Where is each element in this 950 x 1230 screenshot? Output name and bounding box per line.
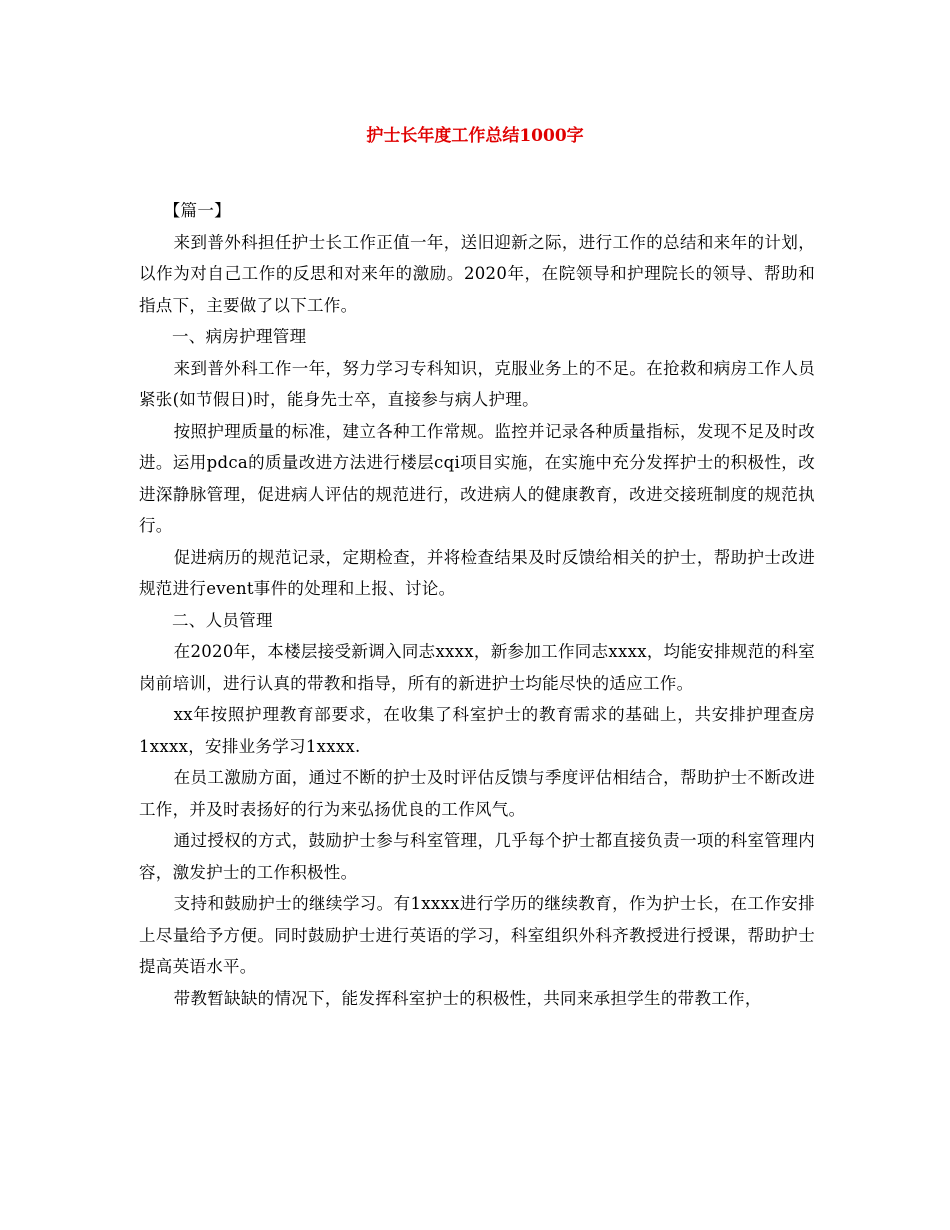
body-paragraph: 在员工激励方面，通过不断的护士及时评估反馈与季度评估相结合，帮助护士不断改进工作，并及时表扬好的行为来弘扬优良的工作风气。 xyxy=(139,768,815,819)
section-heading: 二、人员管理 xyxy=(172,610,273,630)
body-paragraph: 来到普外科工作一年，努力学习专科知识，克服业务上的不足。在抢救和病房工作人员紧张(如节假日)时，能身先士卒，直接参与病人护理。 xyxy=(139,358,815,409)
body-paragraph: 在2020年，本楼层接受新调入同志xxxx，新参加工作同志xxxx，均能安排规范的科室岗前培训，进行认真的带教和指导，所有的新进护士均能尽快的适应工作。 xyxy=(139,642,815,693)
body-paragraph: 通过授权的方式，鼓励护士参与科室管理，几乎每个护士都直接负责一项的科室管理内容，激发护士的工作积极性。 xyxy=(139,831,815,882)
section-marker: 【篇一】 xyxy=(163,201,231,220)
body-paragraph: xx年按照护理教育部要求，在收集了科室护士的教育需求的基础上，共安排护理查房1xxxx，安排业务学习1xxxx. xyxy=(139,705,815,756)
document-body xyxy=(139,195,815,1014)
section-heading: 一、病房护理管理 xyxy=(172,327,307,346)
body-paragraph: 带教暂缺缺的情况下，能发挥科室护士的积极性，共同来承担学生的带教工作， xyxy=(173,988,762,1008)
body-paragraph: 促进病历的规范记录，定期检查，并将检查结果及时反馈给相关的护士，帮助护士改进规范进行event事件的处理和上报、讨论。 xyxy=(139,547,815,598)
body-paragraph: 来到普外科担任护士长工作正值一年，送旧迎新之际，进行工作的总结和来年的计划，以作为对自己工作的反思和对来年的激励。2020年，在院领导和护理院长的领导、帮助和指点下，主要做了以下工作。 xyxy=(139,232,815,315)
body-paragraph: 按照护理质量的标准，建立各种工作常规。监控并记录各种质量指标，发现不足及时改进。运用pdca的质量改进方法进行楼层cqi项目实施，在实施中充分发挥护士的积极性，改进深静脉管理，促进病人评估的规范进行，改进病人的健康教育，改进交接班制度的规范执行。 xyxy=(139,421,815,535)
document-title: 护士长年度工作总结1000字 xyxy=(366,126,584,146)
body-paragraph: 支持和鼓励护士的继续学习。有1xxxx进行学历的继续教育，作为护士长，在工作安排上尽量给予方便。同时鼓励护士进行英语的学习，科室组织外科齐教授进行授课，帮助护士提高英语水平。 xyxy=(139,894,815,976)
